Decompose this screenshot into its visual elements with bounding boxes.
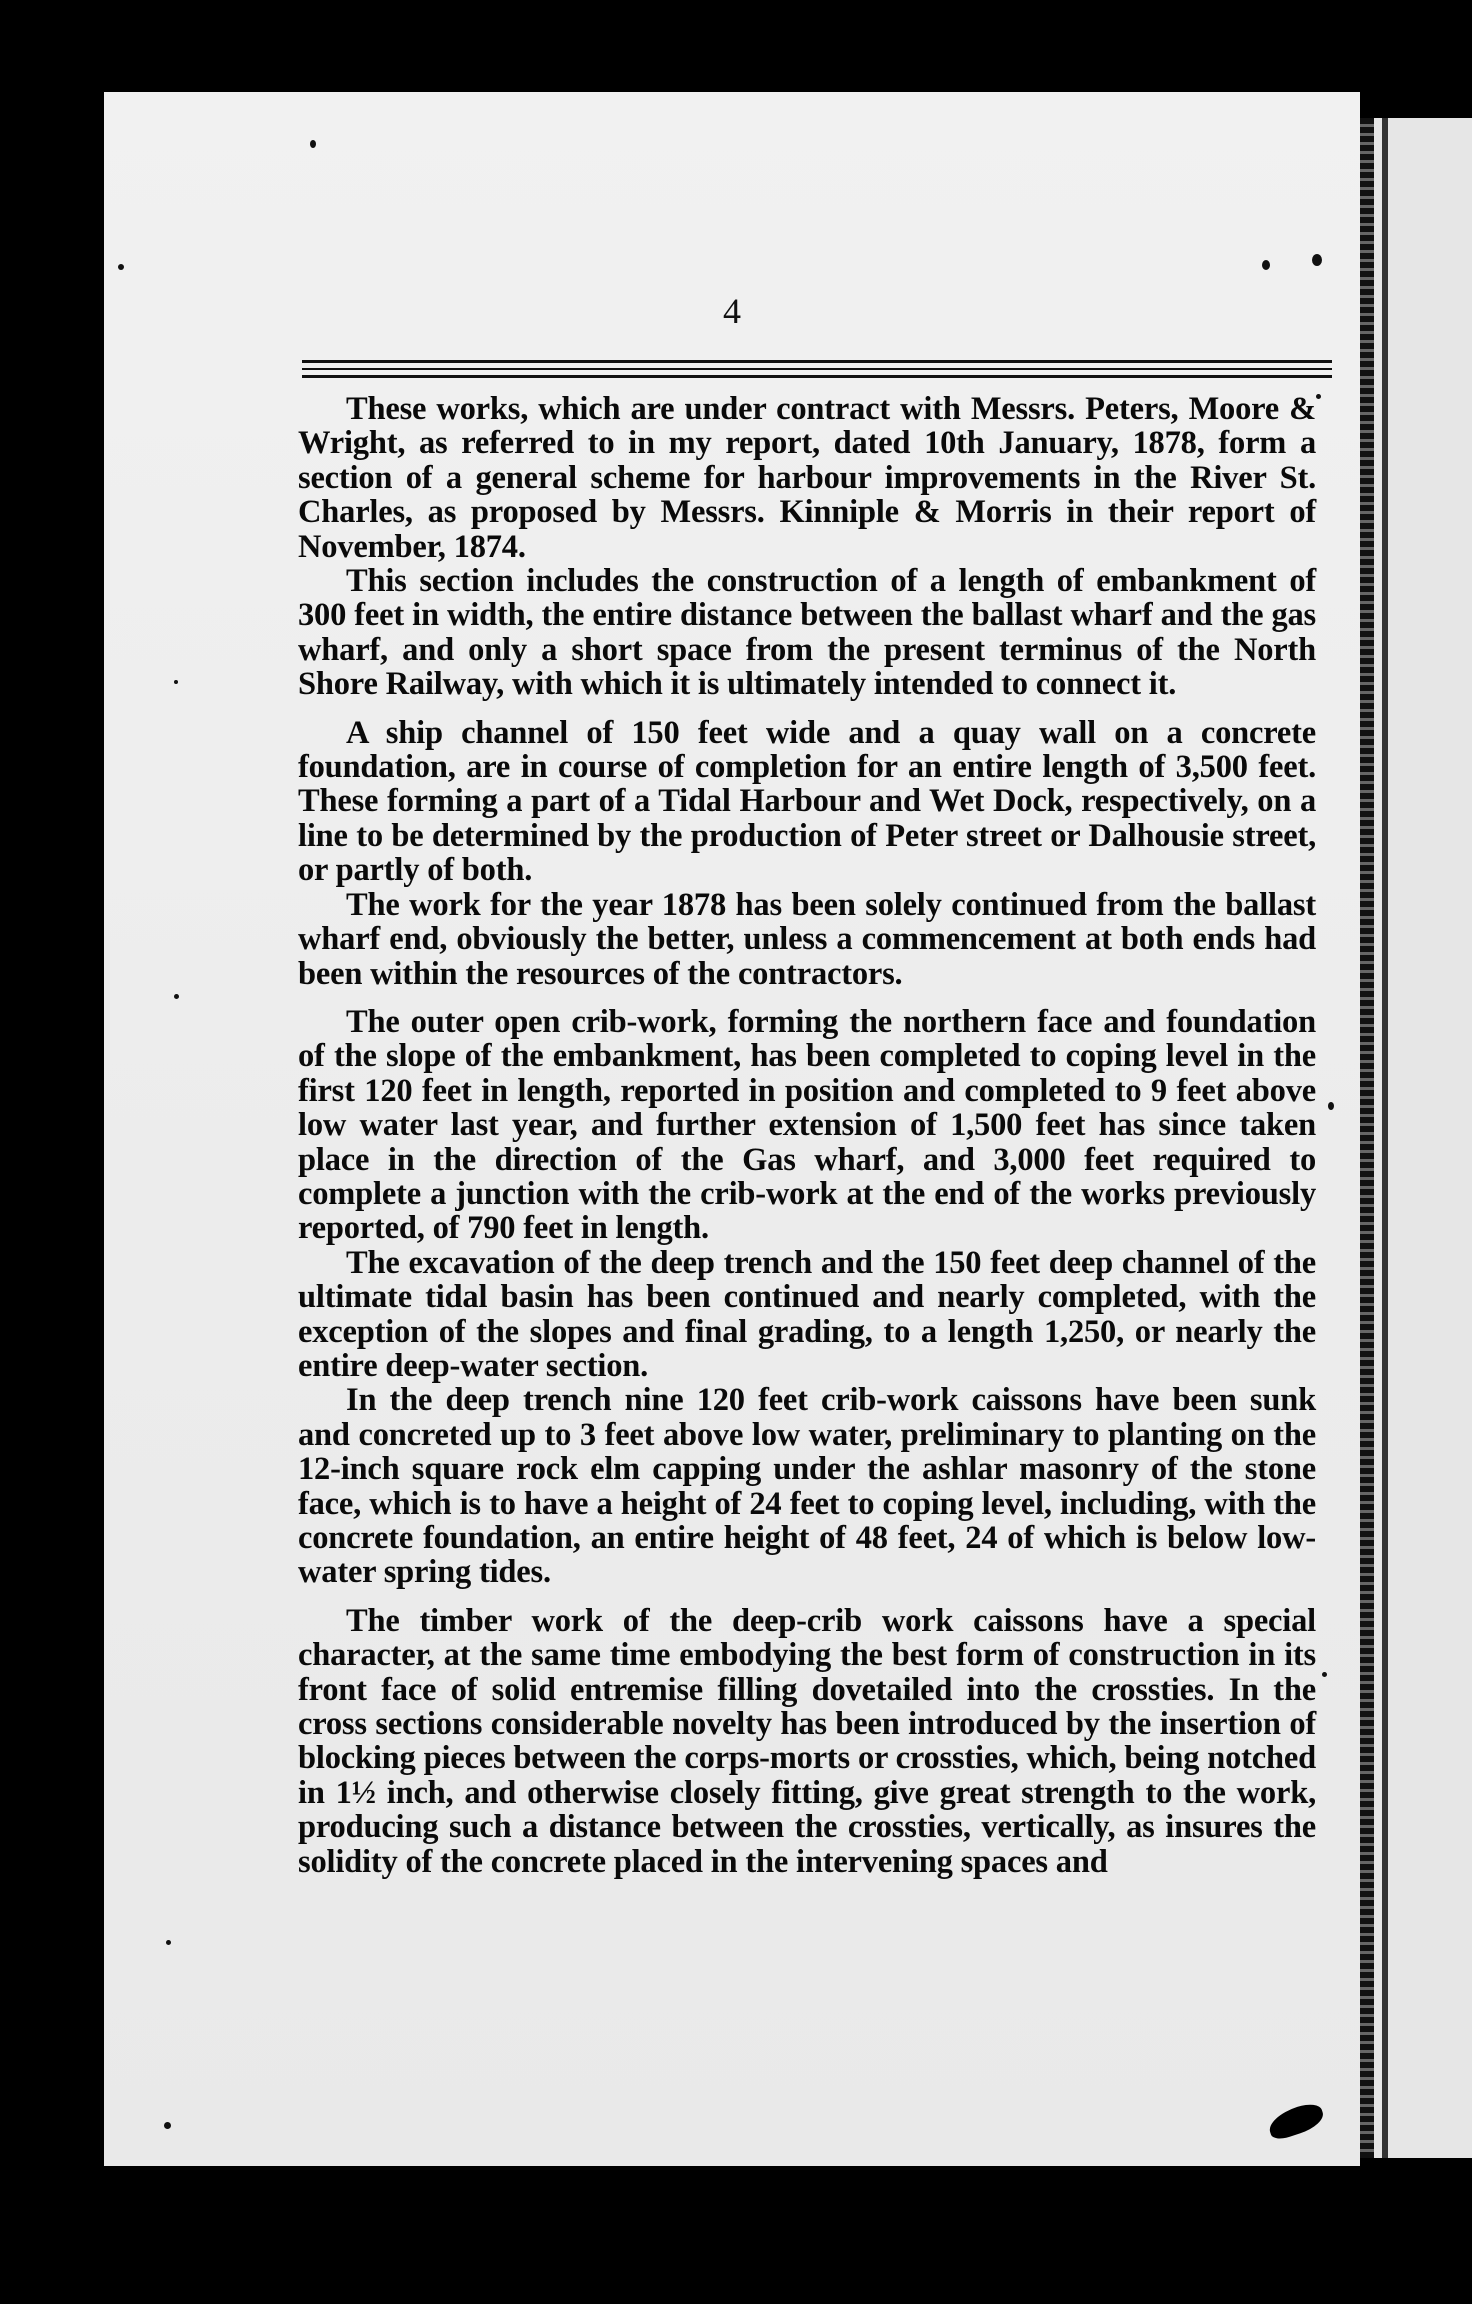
adjacent-page-edge [1360,118,1472,2158]
scan-speck [1316,394,1321,399]
page-edge-bar [1382,118,1388,2158]
scan-speck [174,994,179,999]
header-rule [302,375,1332,378]
paragraph: In the deep trench nine 120 feet crib-work caissons have been sunk and concreted up to 3 feet above low water, preliminary to planting on the 12-inch square rock elm capping under the ashlar masonry of the stone face, which is to have a height of 24 feet to coping level, including, with the concrete foundation, an entire height of 48 feet, 24 of which is below low-water spring tides. [298,1382,1316,1591]
scan-speck [1262,260,1270,270]
scan-speck [1328,1102,1334,1110]
paragraph: This section includes the construction of a length of embankment of 300 feet in width, the entire distance between the ballast wharf and the gas wharf, and only a short space from the present terminus of the North Shore Railway, with which it is ultimately intended to connect it. [298,563,1316,703]
page-number: 4 [723,291,741,331]
scan-speck [310,140,316,148]
paragraph: The timber work of the deep-crib work caissons have a special character, at the same time embodying the best form of construction in its front face of solid entremise filling dovetailed into the crossties. In the cross sections considerable novelty has been introduced by the insertion of blocking pieces between the corps-morts or crossties, which, being notched in 1½ inch, and otherwise closely fitting, give great strength to the work, producing such a distance between the crossties, vertically, as insures the solidity of the concrete placed in the intervening spaces and [298,1602,1316,1880]
paragraph: A ship channel of 150 feet wide and a quay wall on a concrete foundation, are in course of completion for an entire length of 3,500 feet. These forming a part of a Tidal Harbour and Wet Dock, respectively, on a line to be determined by the production of Peter street or Dalhousie street, or partly of both. [298,714,1316,889]
paragraph: These works, which are under contract with Messrs. Peters, Moore & Wright, as referred to in my report, dated 10th January, 1878, form a section of a general scheme for harbour improvements in the River St. Charles, as proposed by Messrs. Kinniple & Morris in their report of November, 1874. [298,391,1316,565]
document-page [104,92,1360,2166]
body-text [298,392,1316,1879]
scan-speck [1312,254,1322,266]
paragraph: The work for the year 1878 has been solely continued from the ballast wharf end, obviously the better, unless a commencement at both ends had been within the resources of the contractors. [298,886,1316,992]
header-rule [302,368,1332,370]
paragraph: The excavation of the deep trench and the 150 feet deep channel of the ultimate tidal basin has been continued and nearly completed, with the exception of the slopes and final grading, to a length 1,250, or nearly the entire deep-water section. [298,1244,1316,1384]
scan-speck [118,264,124,270]
paragraph: The outer open crib-work, forming the northern face and foundation of the slope of the embankment, has been completed to coping level in the first 120 feet in length, reported in position and completed to 9 feet above low water last year, and further extension of 1,500 feet has since taken place in the direction of the Gas wharf, and 3,000 feet required to complete a junction with the crib-work at the end of the works previously reported, of 790 feet in length. [298,1003,1316,1247]
scan-speck [1322,1672,1327,1677]
scan-speck [166,1940,171,1945]
page-edge-rule [1360,118,1374,2158]
header-rule [302,360,1332,363]
scan-speck [164,2122,171,2129]
scan-speck [174,680,178,684]
